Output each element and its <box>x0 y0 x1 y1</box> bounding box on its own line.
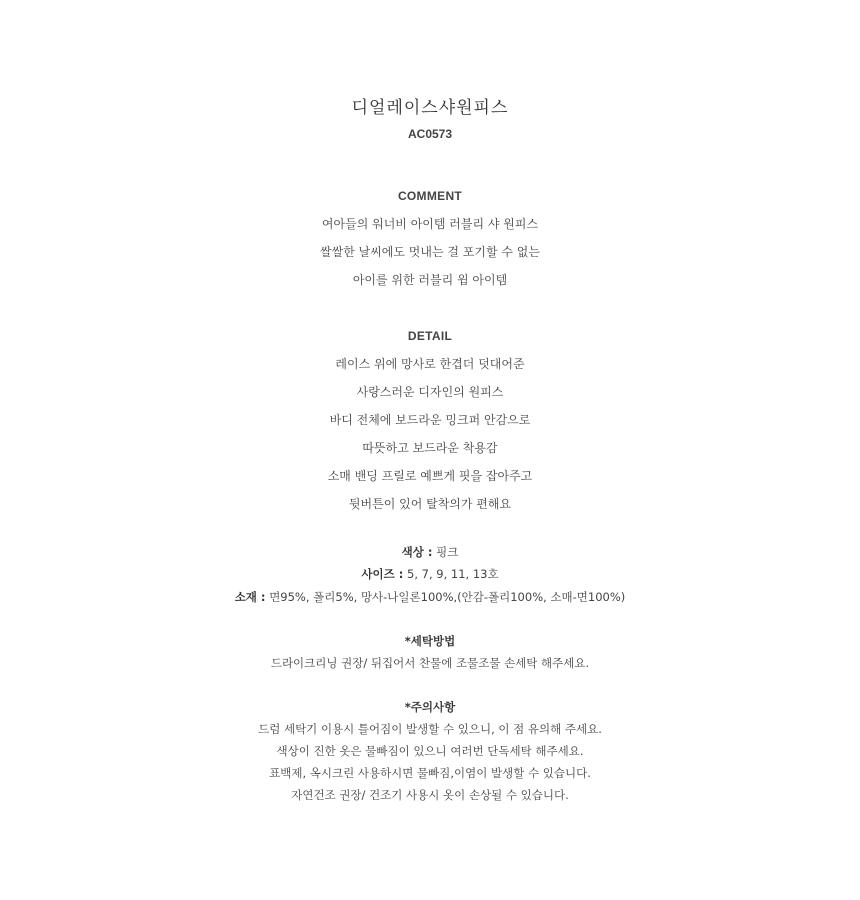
caution-heading-text: *주의사항 <box>404 700 456 714</box>
comment-line: 쌀쌀한 날씨에도 멋내는 걸 포기할 수 없는 <box>320 245 540 259</box>
spec-material-label: 소재 : <box>234 590 266 604</box>
detail-line: 뒷버튼이 있어 탈착의가 편해요 <box>348 497 512 511</box>
detail-line: 따뜻하고 보드라운 착용감 <box>362 441 498 455</box>
wash-line: 드라이크리닝 권장/ 뒤집어서 찬물에 조물조물 손세탁 해주세요. <box>270 656 590 670</box>
detail-line: 소매 밴딩 프릴로 예쁘게 핏을 잡아주고 <box>327 469 533 483</box>
spec-size-value: 5, 7, 9, 11, 13호 <box>407 567 499 581</box>
caution-line: 드럼 세탁기 이용시 틀어짐이 발생할 수 있으니, 이 점 유의해 주세요. <box>258 722 602 736</box>
wash-heading-text: *세탁방법 <box>404 634 456 648</box>
spec-material-value: 면95%, 폴리5%, 망사-나일론100%,(안감-폴리100%, 소매-면100%) <box>269 590 626 604</box>
caution-line: 자연건조 권장/ 건조기 사용시 옷이 손상될 수 있습니다. <box>291 788 569 802</box>
spec-size <box>0 569 860 581</box>
comment-line: 아이를 위한 러블리 윔 아이템 <box>352 273 508 287</box>
wash-heading <box>0 636 860 648</box>
caution-line: 표백제, 옥시크린 사용하시면 물빠짐,이염이 발생할 수 있습니다. <box>269 766 591 780</box>
detail-line: 사랑스러운 디자인의 원피스 <box>356 385 504 399</box>
product-title: 디얼레이스샤원피스 <box>351 98 509 118</box>
detail-line: 바디 전체에 보드라운 밍크퍼 안감으로 <box>329 413 531 427</box>
product-code: AC0573 <box>407 127 453 141</box>
spec-color-value: 핑크 <box>436 545 459 559</box>
comment-line: 여아들의 워너비 아이템 러블리 샤 원피스 <box>321 217 539 231</box>
spec-color <box>0 547 860 559</box>
spec-size-label: 사이즈 : <box>361 567 404 581</box>
caution-line: 색상이 진한 옷은 물빠짐이 있으니 여러번 단독세탁 해주세요. <box>276 744 584 758</box>
detail-heading: DETAIL <box>407 329 453 343</box>
detail-line: 레이스 위에 망사로 한겹더 덧대어준 <box>335 357 525 371</box>
caution-heading <box>0 702 860 714</box>
spec-color-label: 색상 : <box>401 545 433 559</box>
comment-heading: COMMENT <box>397 189 463 203</box>
spec-material <box>0 592 860 604</box>
